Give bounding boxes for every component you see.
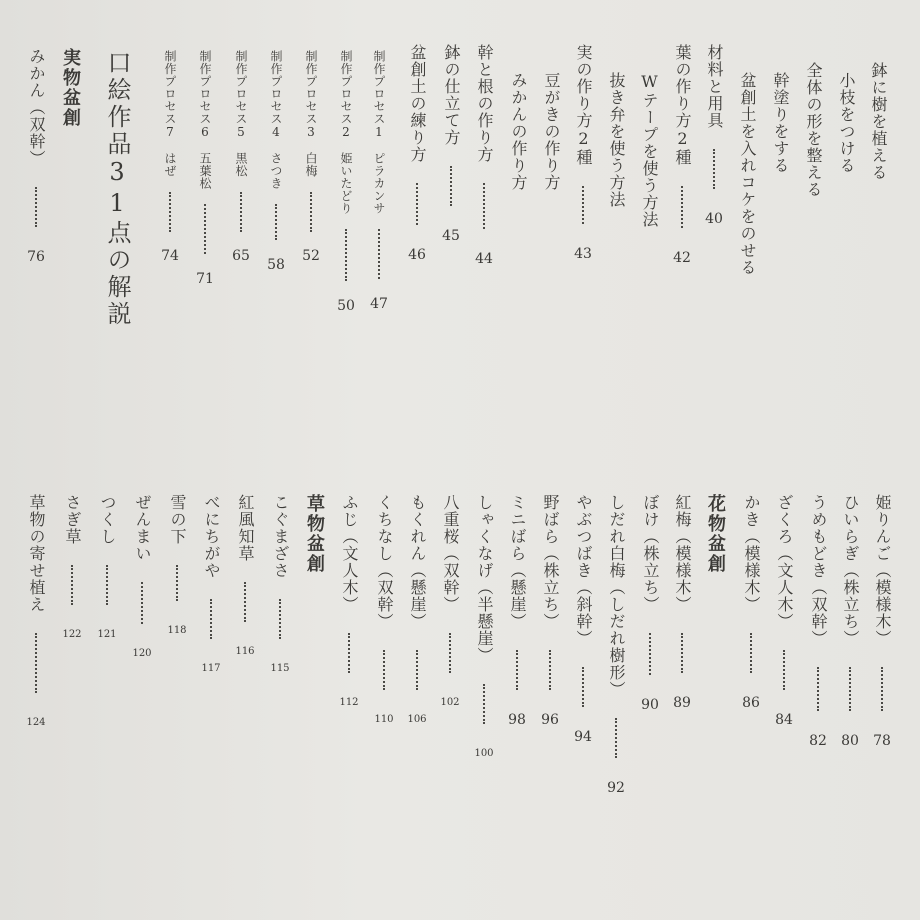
toc-entry <box>808 494 828 749</box>
entry-title: 豆がきの作り方 <box>542 72 561 191</box>
toc-entry <box>840 494 860 749</box>
toc-entry <box>26 494 46 731</box>
entry-title: 制作プロセス1 ピラカンサ <box>372 50 386 215</box>
leader-dots <box>35 187 37 227</box>
toc-entry <box>235 494 255 660</box>
page-number: 116 <box>235 646 255 657</box>
leader-dots <box>310 192 312 232</box>
page-number: 45 <box>442 228 460 244</box>
toc-entry <box>195 50 215 287</box>
leader-dots <box>881 667 883 711</box>
page-number: 46 <box>408 247 426 263</box>
heading-title: 実物盆創 <box>60 48 81 128</box>
page-number: 50 <box>337 297 355 314</box>
page-number: 112 <box>339 697 359 708</box>
page-number: 52 <box>302 248 320 264</box>
leader-dots <box>849 667 851 711</box>
section-heading <box>304 494 324 574</box>
entry-title: 幹塗りをする <box>771 72 790 174</box>
leader-dots <box>615 718 617 758</box>
leader-dots <box>210 599 212 639</box>
toc-entry <box>374 494 394 728</box>
page-number: 84 <box>775 712 793 728</box>
leader-dots <box>244 582 246 622</box>
page-number: 117 <box>201 663 221 674</box>
toc-entry <box>132 494 152 662</box>
page-number: 74 <box>161 248 179 264</box>
toc-entry <box>440 494 460 711</box>
leader-dots <box>416 183 418 225</box>
leader-dots <box>345 229 347 281</box>
toc-entry <box>507 494 527 728</box>
page-number: 80 <box>841 733 859 749</box>
leader-dots <box>416 650 418 690</box>
entry-title: 制作プロセス6 五葉松 <box>198 50 212 190</box>
toc-entry <box>541 72 561 191</box>
toc-entry <box>803 62 823 198</box>
page-number: 86 <box>742 695 760 711</box>
leader-dots <box>383 650 385 690</box>
entry-title: 幹と根の作り方 <box>475 44 494 163</box>
entry-title: べにちがや <box>202 494 221 579</box>
page-number: 43 <box>574 246 592 262</box>
leader-dots <box>649 633 651 675</box>
section-heading <box>60 48 80 128</box>
entry-title: みかんの作り方 <box>509 72 528 191</box>
entry-title: 材料と用具 <box>705 44 724 129</box>
toc-entry <box>573 44 593 262</box>
entry-title: 小枝をつける <box>837 72 856 174</box>
entry-title: 盆創土を入れコケをのせる <box>738 72 757 276</box>
entry-title: うめもどき（双幹） <box>809 494 828 647</box>
page-number: 94 <box>574 729 592 745</box>
page-number: 106 <box>407 714 427 725</box>
entry-title: 紅梅（模様木） <box>673 494 692 613</box>
toc-entry <box>741 494 761 711</box>
entry-title: かき（模様木） <box>742 494 761 613</box>
entry-title: 実の作り方2種 <box>574 44 593 166</box>
entry-title: 雪の下 <box>168 494 187 545</box>
toc-entry <box>301 50 321 264</box>
leader-dots <box>71 565 73 605</box>
entry-title: 葉の作り方2種 <box>673 44 692 166</box>
page-number: 40 <box>705 211 723 227</box>
toc-entry <box>508 72 528 191</box>
entry-title: みかん（双幹） <box>27 48 46 167</box>
entry-title: Wテープを使う方法 <box>640 72 659 228</box>
entry-title: やぶつばき（斜幹） <box>574 494 593 647</box>
page-number: 78 <box>873 733 891 749</box>
page-number: 58 <box>267 256 285 273</box>
leader-dots <box>817 667 819 711</box>
toc-entry <box>266 50 286 273</box>
toc-entry <box>474 494 494 762</box>
page-number: 71 <box>196 270 214 287</box>
toc-entry <box>872 494 892 749</box>
toc-entry <box>672 494 692 711</box>
leader-dots <box>35 633 37 693</box>
page-number: 122 <box>62 629 82 640</box>
section-heading <box>705 494 725 574</box>
leader-dots <box>279 599 281 639</box>
leader-dots <box>348 633 350 673</box>
entry-title: しだれ白梅（しだれ樹形） <box>607 494 626 698</box>
page-number: 89 <box>673 695 691 711</box>
toc-entry <box>606 494 626 796</box>
toc-entry <box>160 50 180 264</box>
entry-title: 鉢の仕立て方 <box>442 44 461 146</box>
entry-title: さぎ草 <box>63 494 82 545</box>
leader-dots <box>750 633 752 673</box>
entry-title: ふじ（文人木） <box>340 494 359 613</box>
entry-title: ざくろ（文人木） <box>775 494 794 630</box>
entry-title: 盆創土の練り方 <box>408 44 427 163</box>
section-heading <box>103 50 131 328</box>
toc-entry <box>704 44 724 227</box>
leader-dots <box>549 650 551 690</box>
leader-dots <box>681 633 683 673</box>
page-number: 47 <box>370 295 388 312</box>
toc-entry <box>167 494 187 639</box>
page-number: 121 <box>97 629 117 640</box>
toc-entry <box>26 48 46 265</box>
entry-title: 全体の形を整える <box>804 62 823 198</box>
entry-title: 制作プロセス5 黒松 <box>234 50 248 177</box>
page-number: 110 <box>374 714 394 725</box>
entry-title: 草物の寄せ植え <box>27 494 46 613</box>
toc-entry <box>639 72 659 228</box>
entry-title: こぐまざさ <box>271 494 290 579</box>
toc-entry <box>62 494 82 643</box>
entry-title: 姫りんご（模様木） <box>873 494 892 647</box>
toc-entry <box>407 44 427 263</box>
leader-dots <box>275 204 277 240</box>
page-number: 98 <box>508 712 526 728</box>
leader-dots <box>106 565 108 605</box>
leader-dots <box>169 192 171 232</box>
heading-title: 花物盆創 <box>705 494 726 574</box>
leader-dots <box>204 204 206 254</box>
heading-title: 草物盆創 <box>304 494 325 574</box>
entry-title: もくれん（懸崖） <box>408 494 427 630</box>
entry-title: ぼけ（株立ち） <box>641 494 660 613</box>
toc-entry <box>774 494 794 728</box>
entry-title: しゃくなげ（半懸崖） <box>475 494 494 664</box>
toc-entry <box>868 62 888 181</box>
page-number: 65 <box>232 248 250 264</box>
entry-title: 鉢に樹を植える <box>869 62 888 181</box>
leader-dots <box>582 667 584 707</box>
page-number: 102 <box>440 697 460 708</box>
entry-title: くちなし（双幹） <box>375 494 394 630</box>
toc-entry <box>339 494 359 711</box>
page-number: 76 <box>27 249 45 265</box>
toc-entry <box>441 44 461 244</box>
toc-entry <box>231 50 251 264</box>
page-number: 92 <box>607 780 625 796</box>
page-number: 115 <box>270 663 290 674</box>
toc-entry <box>201 494 221 677</box>
page-number: 42 <box>673 250 691 266</box>
leader-dots <box>141 582 143 624</box>
entry-title: 制作プロセス4 さつき <box>269 50 283 190</box>
page-number: 100 <box>474 748 494 759</box>
entry-title: 制作プロセス7 はぜ <box>163 50 177 177</box>
entry-title: 八重桜（双幹） <box>441 494 460 613</box>
entry-title: ぜんまい <box>133 494 152 562</box>
toc-entry <box>640 494 660 713</box>
toc-entry <box>336 50 356 314</box>
entry-title: 抜き弁を使う方法 <box>607 72 626 208</box>
leader-dots <box>176 565 178 601</box>
toc-entry <box>672 44 692 266</box>
leader-dots <box>713 149 715 189</box>
entry-title: ひいらぎ（株立ち） <box>841 494 860 647</box>
page-number: 120 <box>132 648 152 659</box>
leader-dots <box>483 684 485 724</box>
toc-entry <box>407 494 427 728</box>
entry-title: 紅風知草 <box>236 494 255 562</box>
page-number: 44 <box>475 251 493 267</box>
leader-dots <box>240 192 242 232</box>
toc-entry <box>540 494 560 728</box>
entry-title: 制作プロセス2 姫いたどり <box>339 50 353 215</box>
page-number: 90 <box>641 697 659 713</box>
page-number: 124 <box>26 717 46 728</box>
toc-entry <box>474 44 494 267</box>
entry-title: 制作プロセス3 白梅 <box>304 50 318 177</box>
leader-dots <box>681 186 683 228</box>
entry-title: 野ばら（株立ち） <box>541 494 560 630</box>
leader-dots <box>483 183 485 229</box>
toc-entry <box>737 72 757 276</box>
toc-entry <box>369 50 389 312</box>
entry-title: ミニばら（懸崖） <box>508 494 527 630</box>
leader-dots <box>449 633 451 673</box>
page-number: 82 <box>809 733 827 749</box>
toc-entry <box>270 494 290 677</box>
leader-dots <box>516 650 518 690</box>
toc-entry <box>836 72 856 174</box>
leader-dots <box>783 650 785 690</box>
toc-entry <box>606 72 626 208</box>
leader-dots <box>582 186 584 224</box>
leader-dots <box>378 229 380 279</box>
entry-title: つくし <box>98 494 117 545</box>
toc-entry <box>770 72 790 174</box>
toc-entry <box>573 494 593 745</box>
leader-dots <box>450 166 452 206</box>
heading-title: 口絵作品31点の解説 <box>103 50 131 328</box>
toc-entry <box>97 494 117 643</box>
page-number: 118 <box>167 625 187 636</box>
page-number: 96 <box>541 712 559 728</box>
